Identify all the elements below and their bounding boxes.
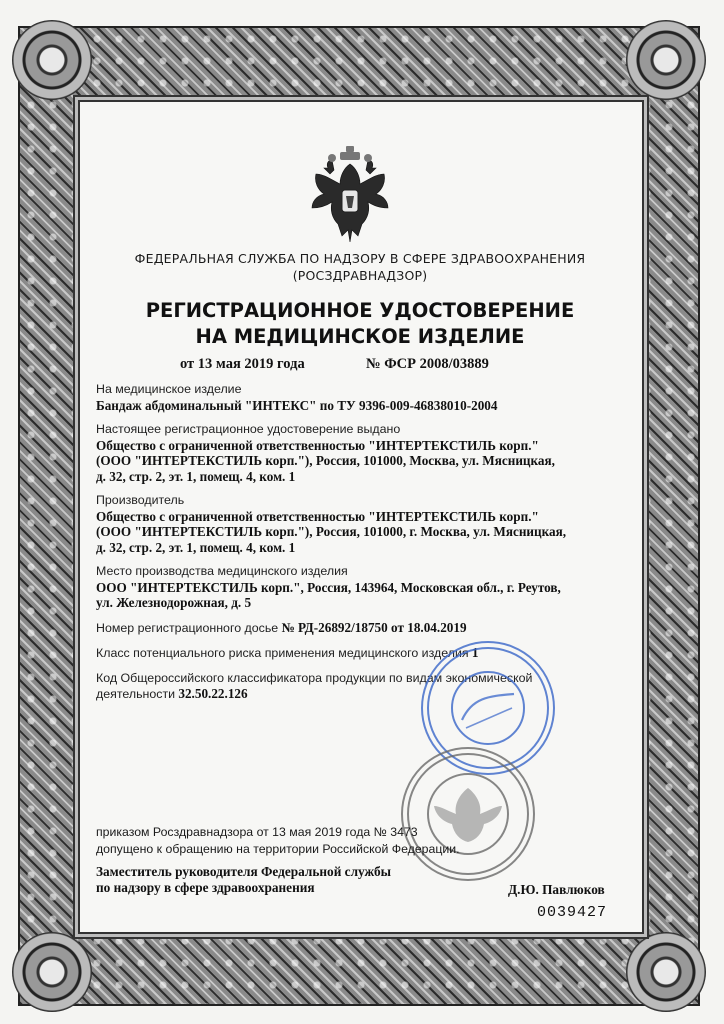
manufacturer-label: Производитель bbox=[96, 493, 185, 507]
frame-corner-ornament bbox=[12, 932, 92, 1012]
issued-to-section bbox=[96, 422, 616, 484]
agency-abbreviation: (РОСЗДРАВНАДЗОР) bbox=[292, 268, 428, 283]
order-statement bbox=[96, 824, 566, 858]
issued-to-line: Общество с ограниченной ответственностью "ИНТЕРТЕКСТИЛЬ корп." bbox=[96, 437, 539, 453]
manufacturer-section bbox=[96, 493, 616, 555]
certificate-title bbox=[90, 298, 630, 350]
title-line-1: РЕГИСТРАЦИОННОЕ УДОСТОВЕРЕНИЕ bbox=[145, 299, 575, 322]
production-site-label: Место производства медицинского изделия bbox=[96, 564, 348, 578]
production-site-line: ООО "ИНТЕРТЕКСТИЛЬ корп.", Россия, 143964, Московская обл., г. Реутов, bbox=[96, 579, 561, 595]
official-seal bbox=[398, 744, 538, 884]
frame-corner-ornament bbox=[12, 20, 92, 100]
issued-to-line: (ООО "ИНТЕРТЕКСТИЛЬ корп."), Россия, 101000, Москва, ул. Мясницкая, bbox=[96, 453, 555, 468]
signatory-title-line: по надзору в сфере здравоохранения bbox=[96, 880, 315, 895]
device-section bbox=[96, 382, 616, 413]
certificate-number: № ФСР 2008/03889 bbox=[366, 356, 489, 372]
okpd-value: 32.50.22.126 bbox=[178, 686, 248, 701]
agency-header bbox=[90, 250, 630, 284]
issued-to-line: д. 32, стр. 2, эт. 1, помещ. 4, ком. 1 bbox=[96, 468, 296, 484]
title-line-2: НА МЕДИЦИНСКОЕ ИЗДЕЛИЕ bbox=[195, 325, 525, 348]
device-label: На медицинское изделие bbox=[96, 382, 242, 396]
serial-number: 0039427 bbox=[537, 904, 608, 921]
risk-class-value: 1 bbox=[471, 645, 479, 660]
dossier-value: № РД-26892/18750 от 18.04.2019 bbox=[281, 619, 467, 635]
order-line: приказом Росздравнадзора от 13 мая 2019 года № 3473 bbox=[96, 825, 418, 839]
manufacturer-line: (ООО "ИНТЕРТЕКСТИЛЬ корп."), Россия, 101000, г. Москва, ул. Мясницкая, bbox=[96, 524, 567, 539]
frame-corner-ornament bbox=[626, 932, 706, 1012]
agency-name: ФЕДЕРАЛЬНАЯ СЛУЖБА ПО НАДЗОРУ В СФЕРЕ ЗДРАВООХРАНЕНИЯ bbox=[134, 251, 586, 266]
dossier-label: Номер регистрационного досье bbox=[96, 620, 279, 635]
signatory-title bbox=[96, 864, 456, 896]
manufacturer-line: д. 32, стр. 2, эт. 1, помещ. 4, ком. 1 bbox=[96, 539, 296, 555]
device-value: Бандаж абдоминальный "ИНТЕКС" по ТУ 9396-009-46838010-2004 bbox=[96, 397, 498, 413]
manufacturer-line: Общество с ограниченной ответственностью "ИНТЕРТЕКСТИЛЬ корп." bbox=[96, 508, 539, 524]
okpd-label: Код Общероссийского классификатора продукции по видам экономической bbox=[96, 670, 533, 685]
frame-corner-ornament bbox=[626, 20, 706, 100]
okpd-label: деятельности bbox=[96, 687, 176, 701]
dossier-row bbox=[96, 620, 616, 637]
double-headed-eagle-icon bbox=[302, 146, 398, 248]
risk-class-label: Класс потенциального риска применения медицинского изделия bbox=[96, 646, 469, 660]
signatory-title-line: Заместитель руководителя Федеральной службы bbox=[96, 864, 392, 879]
issue-date: от 13 мая 2019 года bbox=[180, 356, 305, 372]
production-site-line: ул. Железнодорожная, д. 5 bbox=[96, 595, 252, 610]
signatory-name: Д.Ю. Павлюков bbox=[508, 882, 605, 897]
order-line: допущено к обращению на территории Российской Федерации. bbox=[96, 842, 460, 856]
production-site-section bbox=[96, 564, 616, 611]
issued-to-label: Настоящее регистрационное удостоверение выдано bbox=[96, 422, 401, 436]
